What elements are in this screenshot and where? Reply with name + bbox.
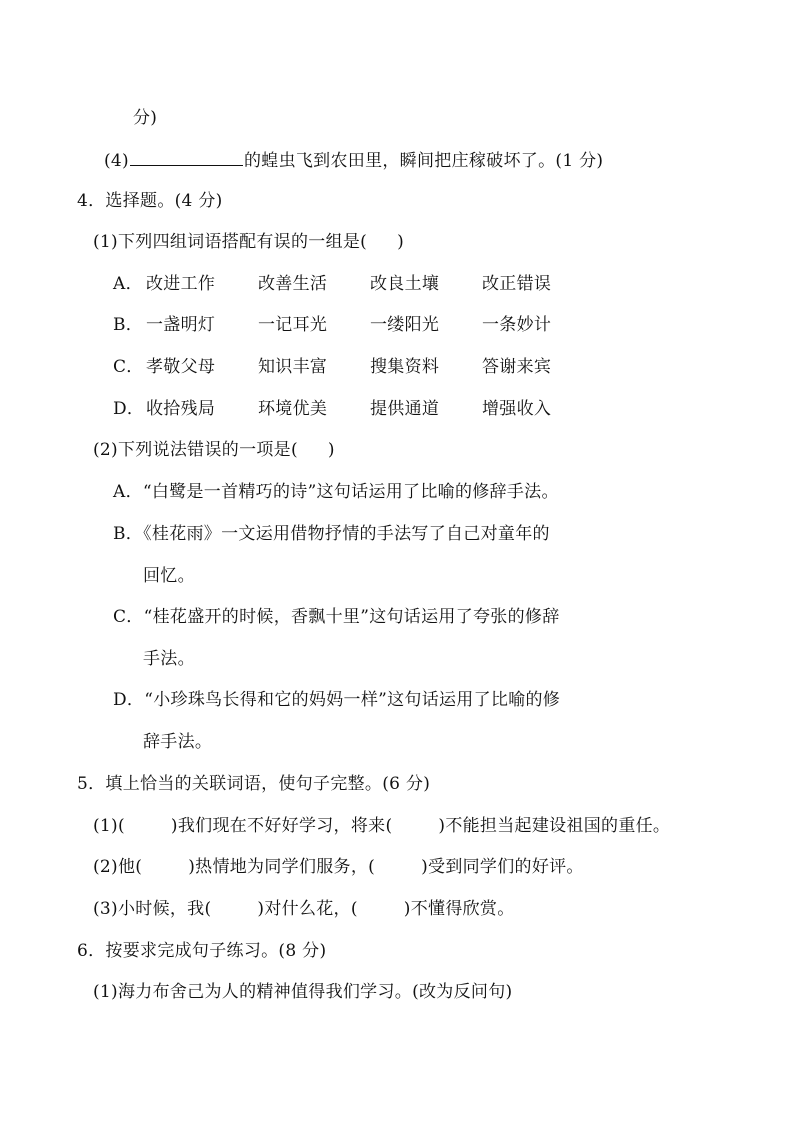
q3-item3-tail: 分) bbox=[133, 108, 158, 128]
option-word: 一缕阳光 bbox=[370, 315, 440, 335]
q4-sub2-stem bbox=[93, 439, 335, 461]
option-word: 孝敬父母 bbox=[146, 357, 216, 377]
q4-sub1-stem-text: (1)下列四组词语搭配有误的一组是( bbox=[93, 232, 368, 252]
q4-sub1-option-c bbox=[113, 356, 594, 378]
option-word: 收拾残局 bbox=[146, 399, 216, 419]
q4-sub2-option-b-line1: B．《桂花雨》一文运用借物抒情的手法写了自己对童年的 bbox=[113, 524, 550, 544]
q6-sentence-1: (1)海力布舍己为人的精神值得我们学习。(改为反问句) bbox=[93, 982, 513, 1002]
q4-sub2-option-d-line1: D．“小珍珠鸟长得和它的妈妈一样”这句话运用了比喻的修 bbox=[113, 690, 561, 710]
option-word: 一记耳光 bbox=[258, 315, 328, 335]
option-letter: B． bbox=[113, 315, 144, 335]
q4-sub1-option-d bbox=[113, 398, 594, 420]
q4-sub2-stem-close: ) bbox=[327, 440, 335, 460]
q4-sub2-stem-text: (2)下列说法错误的一项是( bbox=[93, 440, 298, 460]
q5-s3-part: (3)小时候，我( bbox=[93, 899, 212, 919]
option-word: 知识丰富 bbox=[258, 357, 328, 377]
q5-sentence-1 bbox=[93, 815, 670, 837]
q5-s1-part: )不能担当起建设祖国的重任。 bbox=[438, 816, 671, 836]
q3-item4-text: 的蝗虫飞到农田里，瞬间把庄稼破坏了。(1 分) bbox=[243, 151, 604, 171]
q4-sub1-stem-close: ) bbox=[397, 232, 405, 252]
q4-sub2-option-c-line1: C．“桂花盛开的时候，香飘十里”这句话运用了夸张的修辞 bbox=[113, 607, 560, 627]
q4-sub1-option-a bbox=[113, 273, 594, 295]
q4-sub2-option-a: A．“白鹭是一首精巧的诗”这句话运用了比喻的修辞手法。 bbox=[113, 482, 559, 502]
q5-sentence-3 bbox=[93, 898, 515, 920]
option-word: 搜集资料 bbox=[370, 357, 440, 377]
q5-s1-part: (1)( bbox=[93, 816, 125, 836]
q6-title: 6．按要求完成句子练习。(8 分) bbox=[77, 941, 327, 961]
option-word: 改正错误 bbox=[482, 274, 552, 294]
option-word: 答谢来宾 bbox=[482, 357, 552, 377]
option-word: 提供通道 bbox=[370, 399, 440, 419]
q4-sub1-stem bbox=[93, 231, 404, 253]
q5-s3-part: )不懂得欣赏。 bbox=[403, 899, 515, 919]
option-letter: C． bbox=[113, 357, 144, 377]
option-word: 增强收入 bbox=[482, 399, 552, 419]
q4-sub2-option-c-line2: 手法。 bbox=[143, 649, 195, 669]
q4-sub1-option-b bbox=[113, 314, 594, 336]
q5-s2-part: )受到同学们的好评。 bbox=[421, 857, 584, 877]
option-word: 一条妙计 bbox=[482, 315, 552, 335]
option-word: 环境优美 bbox=[258, 399, 328, 419]
q3-item4-number: (4) bbox=[104, 151, 129, 171]
option-letter: D． bbox=[113, 399, 145, 419]
q5-s2-part: (2)他( bbox=[93, 857, 143, 877]
q4-title: 4．选择题。(4 分) bbox=[77, 191, 223, 211]
q5-sentence-2 bbox=[93, 856, 584, 878]
option-word: 改进工作 bbox=[146, 274, 216, 294]
option-word: 改善生活 bbox=[258, 274, 328, 294]
q3-item4 bbox=[104, 148, 603, 172]
option-word: 改良土壤 bbox=[370, 274, 440, 294]
q4-sub2-option-b-line2: 回忆。 bbox=[143, 566, 195, 586]
q3-item4-blank[interactable] bbox=[130, 148, 243, 166]
q4-sub2-option-d-line2: 辞手法。 bbox=[143, 732, 213, 752]
option-word: 一盏明灯 bbox=[146, 315, 216, 335]
q5-s1-part: )我们现在不好好学习，将来( bbox=[170, 816, 393, 836]
q5-s2-part: )热情地为同学们服务，( bbox=[188, 857, 376, 877]
q5-title: 5．填上恰当的关联词语，使句子完整。(6 分) bbox=[77, 774, 431, 794]
option-letter: A． bbox=[113, 274, 143, 294]
q5-s3-part: )对什么花，( bbox=[257, 899, 358, 919]
